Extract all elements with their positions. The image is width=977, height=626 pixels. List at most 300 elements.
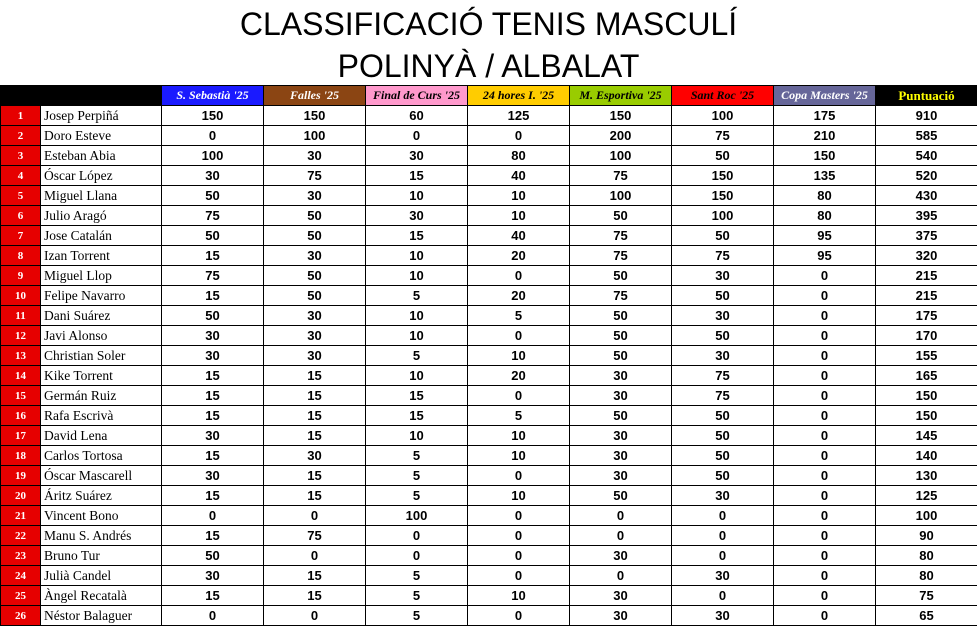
player-name: Dani Suárez xyxy=(41,306,162,326)
score-cell: 15 xyxy=(162,366,264,386)
player-name: Felipe Navarro xyxy=(41,286,162,306)
score-cell: 0 xyxy=(468,386,570,406)
score-cell: 30 xyxy=(570,546,672,566)
table-row xyxy=(1,386,977,406)
score-cell: 40 xyxy=(468,226,570,246)
player-name: David Lena xyxy=(41,426,162,446)
event-header: S. Sebastià '25 xyxy=(162,86,264,106)
table-row xyxy=(1,326,977,346)
total-header: Puntuació xyxy=(876,86,977,106)
score-cell: 5 xyxy=(366,446,468,466)
player-name: Óscar López xyxy=(41,166,162,186)
score-cell: 30 xyxy=(672,306,774,326)
score-cell: 5 xyxy=(468,306,570,326)
score-cell: 10 xyxy=(366,266,468,286)
score-cell: 15 xyxy=(264,426,366,446)
score-cell: 30 xyxy=(162,326,264,346)
score-cell: 30 xyxy=(366,146,468,166)
score-cell: 0 xyxy=(774,386,876,406)
score-cell: 0 xyxy=(774,326,876,346)
total-cell: 540 xyxy=(876,146,977,166)
table-row xyxy=(1,566,977,586)
score-cell: 0 xyxy=(264,546,366,566)
total-cell: 140 xyxy=(876,446,977,466)
total-cell: 215 xyxy=(876,286,977,306)
score-cell: 75 xyxy=(264,166,366,186)
score-cell: 5 xyxy=(468,406,570,426)
score-cell: 30 xyxy=(264,306,366,326)
score-cell: 0 xyxy=(264,606,366,626)
score-cell: 30 xyxy=(570,466,672,486)
table-row xyxy=(1,526,977,546)
table-row xyxy=(1,586,977,606)
score-cell: 75 xyxy=(570,166,672,186)
score-cell: 75 xyxy=(570,246,672,266)
score-cell: 0 xyxy=(264,506,366,526)
score-cell: 5 xyxy=(366,566,468,586)
score-cell: 75 xyxy=(570,286,672,306)
score-cell: 15 xyxy=(162,586,264,606)
score-cell: 0 xyxy=(774,466,876,486)
score-cell: 10 xyxy=(366,366,468,386)
score-cell: 30 xyxy=(570,386,672,406)
table-row xyxy=(1,406,977,426)
player-name: Miguel Llana xyxy=(41,186,162,206)
total-cell: 80 xyxy=(876,566,977,586)
event-header: Copa Masters '25 xyxy=(774,86,876,106)
score-cell: 30 xyxy=(264,186,366,206)
score-cell: 10 xyxy=(468,186,570,206)
score-cell: 10 xyxy=(366,246,468,266)
score-cell: 0 xyxy=(468,546,570,566)
score-cell: 0 xyxy=(774,586,876,606)
total-cell: 65 xyxy=(876,606,977,626)
position-cell: 15 xyxy=(1,386,41,406)
score-cell: 0 xyxy=(162,506,264,526)
position-cell: 19 xyxy=(1,466,41,486)
score-cell: 60 xyxy=(366,106,468,126)
score-cell: 150 xyxy=(264,106,366,126)
player-name: Esteban Abia xyxy=(41,146,162,166)
score-cell: 15 xyxy=(366,406,468,426)
total-cell: 175 xyxy=(876,306,977,326)
score-cell: 30 xyxy=(264,326,366,346)
table-row xyxy=(1,486,977,506)
score-cell: 15 xyxy=(162,386,264,406)
position-cell: 5 xyxy=(1,186,41,206)
position-cell: 8 xyxy=(1,246,41,266)
score-cell: 30 xyxy=(162,346,264,366)
total-cell: 75 xyxy=(876,586,977,606)
score-cell: 10 xyxy=(468,346,570,366)
score-cell: 15 xyxy=(162,406,264,426)
score-cell: 75 xyxy=(672,386,774,406)
player-name: Óscar Mascarell xyxy=(41,466,162,486)
player-name: Julià Candel xyxy=(41,566,162,586)
position-cell: 20 xyxy=(1,486,41,506)
score-cell: 15 xyxy=(162,526,264,546)
player-name: Jose Catalán xyxy=(41,226,162,246)
player-name: Julio Aragó xyxy=(41,206,162,226)
score-cell: 20 xyxy=(468,286,570,306)
score-cell: 15 xyxy=(366,386,468,406)
ranking-table xyxy=(0,85,977,626)
score-cell: 0 xyxy=(468,566,570,586)
player-name: Josep Perpiñá xyxy=(41,106,162,126)
score-cell: 50 xyxy=(264,206,366,226)
score-cell: 75 xyxy=(672,246,774,266)
table-row xyxy=(1,446,977,466)
table-row xyxy=(1,266,977,286)
score-cell: 100 xyxy=(570,186,672,206)
score-cell: 0 xyxy=(570,506,672,526)
score-cell: 0 xyxy=(468,506,570,526)
player-name: Kike Torrent xyxy=(41,366,162,386)
score-cell: 0 xyxy=(468,266,570,286)
total-cell: 125 xyxy=(876,486,977,506)
position-cell: 21 xyxy=(1,506,41,526)
score-cell: 15 xyxy=(264,566,366,586)
score-cell: 30 xyxy=(672,606,774,626)
player-name: Izan Torrent xyxy=(41,246,162,266)
table-row xyxy=(1,186,977,206)
player-name: Miguel Llop xyxy=(41,266,162,286)
score-cell: 10 xyxy=(468,426,570,446)
total-cell: 150 xyxy=(876,386,977,406)
score-cell: 0 xyxy=(774,366,876,386)
score-cell: 0 xyxy=(366,526,468,546)
position-cell: 6 xyxy=(1,206,41,226)
total-cell: 150 xyxy=(876,406,977,426)
table-row xyxy=(1,286,977,306)
total-cell: 520 xyxy=(876,166,977,186)
score-cell: 10 xyxy=(366,326,468,346)
score-cell: 80 xyxy=(774,206,876,226)
score-cell: 10 xyxy=(468,446,570,466)
score-cell: 15 xyxy=(366,226,468,246)
score-cell: 30 xyxy=(672,486,774,506)
table-row xyxy=(1,146,977,166)
player-name: Àngel Recatalà xyxy=(41,586,162,606)
position-cell: 26 xyxy=(1,606,41,626)
score-cell: 15 xyxy=(264,406,366,426)
score-cell: 15 xyxy=(264,386,366,406)
score-cell: 30 xyxy=(672,266,774,286)
position-cell: 3 xyxy=(1,146,41,166)
total-cell: 320 xyxy=(876,246,977,266)
table-row xyxy=(1,426,977,446)
position-cell: 22 xyxy=(1,526,41,546)
score-cell: 0 xyxy=(468,606,570,626)
score-cell: 150 xyxy=(570,106,672,126)
position-cell: 18 xyxy=(1,446,41,466)
score-cell: 50 xyxy=(264,286,366,306)
player-name: Néstor Balaguer xyxy=(41,606,162,626)
table-row xyxy=(1,466,977,486)
total-cell: 165 xyxy=(876,366,977,386)
player-name: Manu S. Andrés xyxy=(41,526,162,546)
score-cell: 0 xyxy=(774,406,876,426)
score-cell: 20 xyxy=(468,366,570,386)
score-cell: 100 xyxy=(366,506,468,526)
score-cell: 30 xyxy=(162,466,264,486)
score-cell: 50 xyxy=(570,486,672,506)
table-row xyxy=(1,166,977,186)
score-cell: 50 xyxy=(672,326,774,346)
header-name-blank xyxy=(41,86,162,106)
score-cell: 80 xyxy=(774,186,876,206)
score-cell: 0 xyxy=(468,126,570,146)
table-row xyxy=(1,226,977,246)
score-cell: 5 xyxy=(366,606,468,626)
score-cell: 0 xyxy=(468,466,570,486)
score-cell: 10 xyxy=(366,306,468,326)
score-cell: 50 xyxy=(570,346,672,366)
score-cell: 0 xyxy=(774,486,876,506)
score-cell: 0 xyxy=(468,326,570,346)
position-cell: 13 xyxy=(1,346,41,366)
score-cell: 30 xyxy=(366,206,468,226)
position-cell: 17 xyxy=(1,426,41,446)
score-cell: 50 xyxy=(570,266,672,286)
score-cell: 15 xyxy=(264,466,366,486)
total-cell: 215 xyxy=(876,266,977,286)
score-cell: 15 xyxy=(162,486,264,506)
total-cell: 80 xyxy=(876,546,977,566)
score-cell: 50 xyxy=(162,226,264,246)
score-cell: 15 xyxy=(264,586,366,606)
score-cell: 50 xyxy=(672,286,774,306)
score-cell: 50 xyxy=(570,206,672,226)
score-cell: 50 xyxy=(264,226,366,246)
score-cell: 100 xyxy=(672,106,774,126)
position-cell: 1 xyxy=(1,106,41,126)
score-cell: 0 xyxy=(774,606,876,626)
position-cell: 24 xyxy=(1,566,41,586)
score-cell: 15 xyxy=(264,486,366,506)
score-cell: 75 xyxy=(264,526,366,546)
score-cell: 0 xyxy=(366,126,468,146)
total-cell: 910 xyxy=(876,106,977,126)
score-cell: 50 xyxy=(672,426,774,446)
total-cell: 100 xyxy=(876,506,977,526)
score-cell: 5 xyxy=(366,286,468,306)
total-cell: 155 xyxy=(876,346,977,366)
score-cell: 20 xyxy=(468,246,570,266)
score-cell: 0 xyxy=(774,306,876,326)
score-cell: 0 xyxy=(468,526,570,546)
score-cell: 0 xyxy=(672,526,774,546)
table-row xyxy=(1,126,977,146)
position-cell: 7 xyxy=(1,226,41,246)
score-cell: 15 xyxy=(162,446,264,466)
score-cell: 75 xyxy=(162,266,264,286)
total-cell: 375 xyxy=(876,226,977,246)
score-cell: 0 xyxy=(162,606,264,626)
total-cell: 395 xyxy=(876,206,977,226)
score-cell: 0 xyxy=(774,266,876,286)
score-cell: 50 xyxy=(162,186,264,206)
score-cell: 150 xyxy=(774,146,876,166)
score-cell: 30 xyxy=(162,426,264,446)
score-cell: 15 xyxy=(162,246,264,266)
score-cell: 30 xyxy=(570,366,672,386)
score-cell: 150 xyxy=(162,106,264,126)
score-cell: 30 xyxy=(264,446,366,466)
event-header: Final de Curs '25 xyxy=(366,86,468,106)
score-cell: 30 xyxy=(264,246,366,266)
score-cell: 50 xyxy=(672,146,774,166)
player-name: Áritz Suárez xyxy=(41,486,162,506)
score-cell: 5 xyxy=(366,346,468,366)
score-cell: 15 xyxy=(366,166,468,186)
score-cell: 30 xyxy=(570,606,672,626)
total-cell: 130 xyxy=(876,466,977,486)
table-row xyxy=(1,366,977,386)
table-row xyxy=(1,606,977,626)
score-cell: 100 xyxy=(672,206,774,226)
total-cell: 90 xyxy=(876,526,977,546)
score-cell: 0 xyxy=(774,346,876,366)
score-cell: 5 xyxy=(366,466,468,486)
header-row xyxy=(1,86,977,106)
score-cell: 50 xyxy=(672,446,774,466)
score-cell: 50 xyxy=(570,406,672,426)
total-cell: 170 xyxy=(876,326,977,346)
table-row xyxy=(1,206,977,226)
event-header: Sant Roc '25 xyxy=(672,86,774,106)
player-name: Doro Esteve xyxy=(41,126,162,146)
total-cell: 145 xyxy=(876,426,977,446)
player-name: Christian Soler xyxy=(41,346,162,366)
table-row xyxy=(1,506,977,526)
score-cell: 50 xyxy=(162,546,264,566)
score-cell: 75 xyxy=(672,366,774,386)
page-subtitle: POLINYÀ / ALBALAT xyxy=(0,46,977,86)
position-cell: 9 xyxy=(1,266,41,286)
score-cell: 50 xyxy=(570,306,672,326)
score-cell: 100 xyxy=(162,146,264,166)
score-cell: 30 xyxy=(672,566,774,586)
score-cell: 0 xyxy=(366,546,468,566)
score-cell: 75 xyxy=(672,126,774,146)
score-cell: 125 xyxy=(468,106,570,126)
score-cell: 100 xyxy=(264,126,366,146)
score-cell: 30 xyxy=(672,346,774,366)
score-cell: 150 xyxy=(672,166,774,186)
score-cell: 15 xyxy=(162,286,264,306)
score-cell: 80 xyxy=(468,146,570,166)
position-cell: 25 xyxy=(1,586,41,606)
score-cell: 0 xyxy=(162,126,264,146)
score-cell: 30 xyxy=(264,346,366,366)
score-cell: 50 xyxy=(570,326,672,346)
score-cell: 50 xyxy=(672,406,774,426)
position-cell: 16 xyxy=(1,406,41,426)
score-cell: 50 xyxy=(264,266,366,286)
score-cell: 10 xyxy=(468,206,570,226)
score-cell: 150 xyxy=(672,186,774,206)
score-cell: 10 xyxy=(468,486,570,506)
score-cell: 40 xyxy=(468,166,570,186)
score-cell: 30 xyxy=(264,146,366,166)
score-cell: 0 xyxy=(774,526,876,546)
score-cell: 0 xyxy=(774,286,876,306)
score-cell: 10 xyxy=(366,186,468,206)
score-cell: 0 xyxy=(570,526,672,546)
table-row xyxy=(1,546,977,566)
score-cell: 0 xyxy=(672,506,774,526)
score-cell: 10 xyxy=(366,426,468,446)
score-cell: 30 xyxy=(162,166,264,186)
event-header: Falles '25 xyxy=(264,86,366,106)
score-cell: 0 xyxy=(774,546,876,566)
score-cell: 210 xyxy=(774,126,876,146)
event-header: M. Esportiva '25 xyxy=(570,86,672,106)
total-cell: 430 xyxy=(876,186,977,206)
score-cell: 5 xyxy=(366,586,468,606)
player-name: Vincent Bono xyxy=(41,506,162,526)
score-cell: 5 xyxy=(366,486,468,506)
score-cell: 50 xyxy=(672,466,774,486)
position-cell: 14 xyxy=(1,366,41,386)
table-row xyxy=(1,346,977,366)
score-cell: 135 xyxy=(774,166,876,186)
event-header: 24 hores I. '25 xyxy=(468,86,570,106)
score-cell: 0 xyxy=(672,546,774,566)
score-cell: 50 xyxy=(672,226,774,246)
score-cell: 200 xyxy=(570,126,672,146)
position-cell: 2 xyxy=(1,126,41,146)
player-name: Javi Alonso xyxy=(41,326,162,346)
score-cell: 50 xyxy=(162,306,264,326)
table-row xyxy=(1,246,977,266)
score-cell: 30 xyxy=(570,426,672,446)
position-cell: 23 xyxy=(1,546,41,566)
header-position-blank xyxy=(1,86,41,106)
score-cell: 75 xyxy=(162,206,264,226)
score-cell: 0 xyxy=(774,426,876,446)
table-row xyxy=(1,106,977,126)
position-cell: 12 xyxy=(1,326,41,346)
score-cell: 95 xyxy=(774,226,876,246)
score-cell: 0 xyxy=(774,506,876,526)
score-cell: 10 xyxy=(468,586,570,606)
table-row xyxy=(1,306,977,326)
page-title: CLASSIFICACIÓ TENIS MASCULÍ xyxy=(0,4,977,44)
player-name: Germán Ruiz xyxy=(41,386,162,406)
score-cell: 175 xyxy=(774,106,876,126)
position-cell: 4 xyxy=(1,166,41,186)
position-cell: 11 xyxy=(1,306,41,326)
score-cell: 0 xyxy=(672,586,774,606)
score-cell: 30 xyxy=(570,586,672,606)
player-name: Rafa Escrivà xyxy=(41,406,162,426)
position-cell: 10 xyxy=(1,286,41,306)
score-cell: 75 xyxy=(570,226,672,246)
score-cell: 30 xyxy=(570,446,672,466)
score-cell: 95 xyxy=(774,246,876,266)
player-name: Bruno Tur xyxy=(41,546,162,566)
score-cell: 0 xyxy=(774,446,876,466)
score-cell: 30 xyxy=(162,566,264,586)
score-cell: 0 xyxy=(774,566,876,586)
score-cell: 0 xyxy=(570,566,672,586)
total-cell: 585 xyxy=(876,126,977,146)
player-name: Carlos Tortosa xyxy=(41,446,162,466)
score-cell: 15 xyxy=(264,366,366,386)
score-cell: 100 xyxy=(570,146,672,166)
